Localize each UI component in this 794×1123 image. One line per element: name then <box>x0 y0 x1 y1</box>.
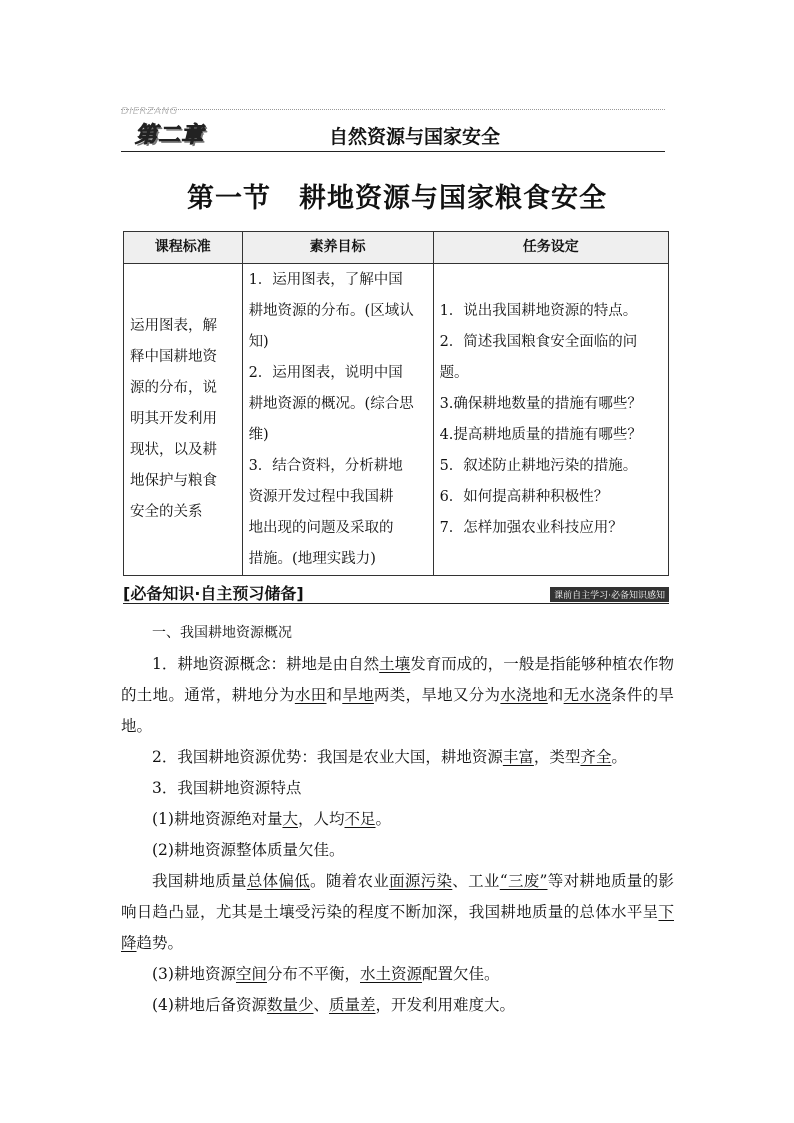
underlined-term: 下降 <box>121 903 674 952</box>
text: (2)耕地资源整体质量欠佳。 <box>152 841 345 859</box>
goal-line: 耕地资源的分布。(区域认 <box>248 302 414 319</box>
text: (1)耕地资源绝对量 <box>152 810 283 828</box>
knowledge-band <box>123 581 669 605</box>
underlined-term: 无水浇 <box>563 686 612 704</box>
standard-line: 明其开发利用 <box>130 411 217 427</box>
text: 配置欠佳。 <box>422 965 500 983</box>
band-tag: 课前自主学习·必备知识感知 <box>550 587 669 602</box>
underlined-term: 大 <box>282 810 298 828</box>
standard-line: 运用图表，解 <box>130 318 217 334</box>
goal-line: 耕地资源的概况。(综合思 <box>248 395 414 412</box>
task-line: 题。 <box>439 364 469 381</box>
chapter-pinyin: DIERZANG <box>121 106 178 117</box>
paragraph-6 <box>121 866 674 959</box>
goal-line: 2．运用图表，说明中国 <box>248 364 403 381</box>
chapter-title: 自然资源与国家安全 <box>329 126 501 148</box>
paragraph-8 <box>121 990 674 1021</box>
band-rule <box>123 603 669 604</box>
band-label: [必备知识·自主预习储备] <box>123 584 304 603</box>
standard-line: 地保护与粮食 <box>130 473 217 489</box>
text: 等对耕地质量的影响日趋凸显，尤其是土壤受污染的程度不断加深，我国耕地质量的总体水平呈 <box>121 872 674 921</box>
task-line: 5．叙述防止耕地污染的措施。 <box>439 457 638 474</box>
header-rule <box>121 151 665 152</box>
underlined-term: 总体偏低 <box>246 872 311 890</box>
underlined-term: 齐全 <box>580 748 612 766</box>
underlined-term: 不足 <box>344 810 376 828</box>
text: ，人均 <box>297 810 345 828</box>
text: 和 <box>547 686 564 704</box>
text: 趋势。 <box>136 934 184 952</box>
text: 2．我国耕地资源优势：我国是农业大国，耕地资源 <box>152 748 503 766</box>
task-line: 6．如何提高耕种积极性？ <box>439 488 609 505</box>
curriculum-table <box>123 231 669 576</box>
text: 和 <box>326 686 343 704</box>
text: ，开发利用难度大。 <box>375 996 516 1014</box>
text: 1．耕地资源概念：耕地是由自然 <box>152 655 380 673</box>
goal-line: 知) <box>248 333 269 350</box>
text: 。 <box>611 748 627 766</box>
standard-line: 源的分布，说 <box>130 380 217 396</box>
paragraph-7 <box>121 959 674 990</box>
heading-1 <box>121 618 674 649</box>
text: 分布不平衡， <box>266 965 360 983</box>
task-line: 3.确保耕地数量的措施有哪些？ <box>439 395 642 412</box>
header-tasks: 任务设定 <box>433 232 668 264</box>
header-dotted-line <box>121 109 665 110</box>
goal-line: 1．运用图表，了解中国 <box>248 271 403 288</box>
header-goals: 素养目标 <box>242 232 433 264</box>
underlined-term: 水土资源 <box>360 965 423 983</box>
underlined-term: 水浇地 <box>500 686 548 704</box>
task-line: 7．怎样加强农业科技应用？ <box>439 519 623 536</box>
table-header-row <box>124 232 669 264</box>
text: 3．我国耕地资源特点 <box>152 779 302 797</box>
text: 。 <box>375 810 392 828</box>
underlined-term: 面源污染 <box>389 872 453 890</box>
chapter-header <box>121 106 665 154</box>
task-line: 2．简述我国粮食安全面临的问 <box>439 333 638 350</box>
underlined-term: 质量差 <box>329 996 376 1014</box>
goal-line: 资源开发过程中我国耕 <box>248 488 394 505</box>
paragraph-4 <box>121 804 674 835</box>
text: 。随着农业 <box>310 872 390 890</box>
text: ，类型 <box>533 748 581 766</box>
text: 、 <box>313 996 329 1014</box>
goals-cell <box>242 264 433 576</box>
paragraph-3 <box>121 773 674 804</box>
underlined-term: 土壤 <box>379 655 411 673</box>
goal-line: 3．结合资料，分析耕地 <box>248 457 403 474</box>
section-title: 第一节 耕地资源与国家粮食安全 <box>187 183 607 214</box>
text: 发育而成的，一般是指能够种植农作物的土地。通常，耕地分为 <box>121 655 674 704</box>
goal-line: 地出现的问题及采取的 <box>248 519 394 536</box>
header-standard: 课程标准 <box>124 232 243 264</box>
text: 条件的旱地。 <box>121 686 674 735</box>
underlined-term: 水田 <box>294 686 327 704</box>
text: (3)耕地资源 <box>152 965 236 983</box>
underlined-term: 丰富 <box>502 748 534 766</box>
content-body <box>121 618 674 1021</box>
chapter-badge: 第二章 <box>135 123 205 148</box>
text: (4)耕地后备资源 <box>152 996 267 1014</box>
task-line: 1．说出我国耕地资源的特点。 <box>439 302 638 319</box>
tasks-cell <box>433 264 668 576</box>
text: 、工业 <box>452 872 500 890</box>
standard-line: 释中国耕地资 <box>130 349 217 365</box>
underlined-term: “三废” <box>499 872 548 890</box>
heading-text: 一、我国耕地资源概况 <box>152 625 292 641</box>
goal-line: 措施。(地理实践力) <box>248 550 376 567</box>
task-line: 4.提高耕地质量的措施有哪些？ <box>439 426 642 443</box>
paragraph-1 <box>121 649 674 742</box>
underlined-term: 空间 <box>235 965 267 983</box>
underlined-term: 数量少 <box>266 996 314 1014</box>
text: 两类，旱地又分为 <box>373 686 501 704</box>
standard-line: 安全的关系 <box>130 504 203 520</box>
paragraph-5 <box>121 835 674 866</box>
underlined-term: 旱地 <box>342 686 374 704</box>
paragraph-2 <box>121 742 674 773</box>
table-row <box>124 264 669 576</box>
standard-line: 现状，以及耕 <box>130 442 217 458</box>
standard-cell <box>124 264 243 576</box>
text: 我国耕地质量 <box>152 872 247 890</box>
goal-line: 维) <box>248 426 269 443</box>
